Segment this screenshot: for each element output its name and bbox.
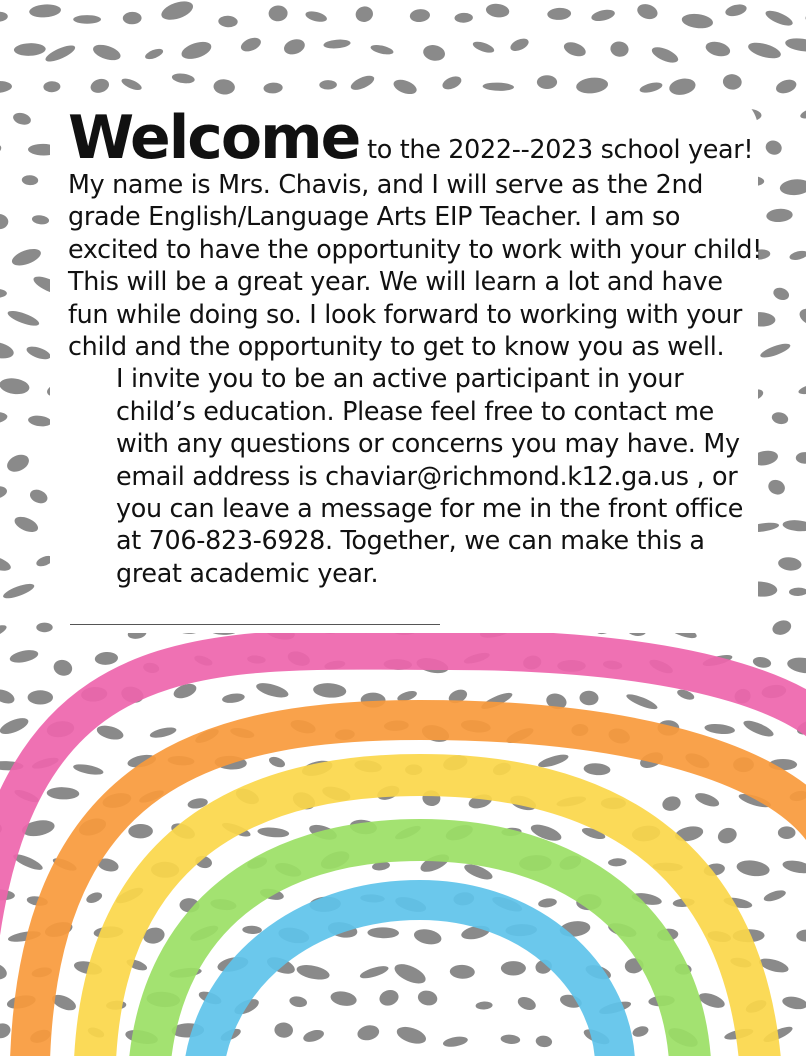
- welcome-heading: Welcome: [68, 103, 360, 173]
- paragraph-1-text: to the 2022--2023 school year! My name is Mrs. Chavis, and I will serve as the 2nd grade English/Language Arts EIP Teacher. I am so excited to have the opportunity to work with your child! This will be a great year. We will learn a lot and have fun while doing so. I look forward to working with your child and the opportunity to get to know you as well.: [68, 134, 763, 362]
- letter-paragraph-2: [68, 362, 768, 589]
- letter-paragraph-1: [68, 103, 768, 362]
- paragraph-2-text: I invite you to be an active participant in your child’s education. Please feel free to contact me with any questions or concerns you may have. My email address is chaviar@richmond.k12.ga.us , or you can leave a message for me in the front office at 706-823-6928. Together, we can make this a great academic year.: [116, 363, 744, 588]
- welcome-letter: [68, 103, 768, 589]
- underline-decoration: [70, 624, 440, 625]
- rainbow-band-blue: [205, 900, 615, 1056]
